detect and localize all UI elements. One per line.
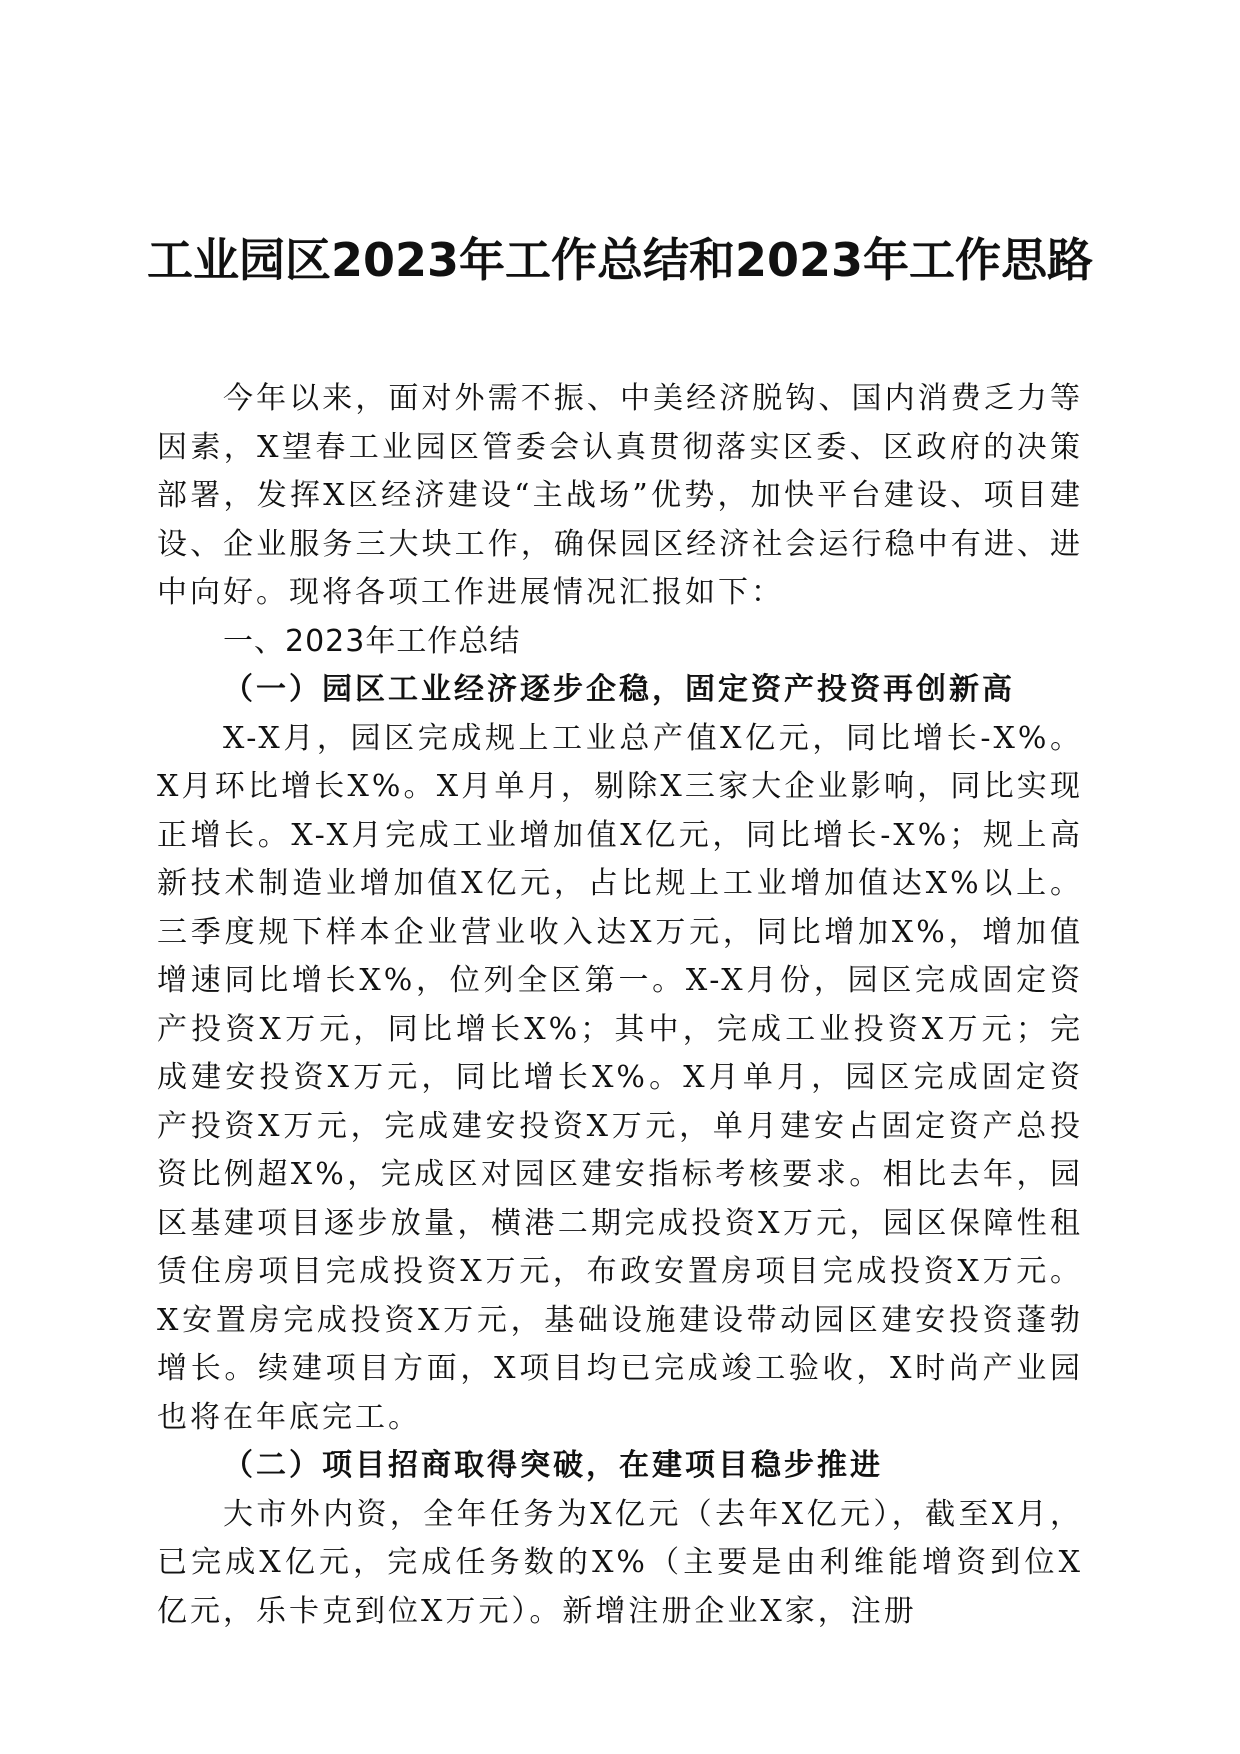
industry-paragraph: X-X月，园区完成规上工业总产值X亿元，同比增长-X%。X月环比增长X%。X月单月，剔除X三家大企业影响，同比实现正增长。X-X月完成工业增加值X亿元，同比增长-X%；规上高新技术制造业增加值X亿元，占比规上工业增加值达X%以上。三季度规下样本企业营业收入达X万元，同比增加X%，增加值增速同比增长X%，位列全区第一。X-X月份，园区完成固定资产投资X万元，同比增长X%；其中，完成工业投资X万元；完成建安投资X万元，同比增长X%。X月单月，园区完成固定资产投资X万元，完成建安投资X万元，单月建安占固定资产总投资比例超X%，完成区对园区建安指标考核要求。相比去年，园区基建项目逐步放量，横港二期完成投资X万元，园区保障性租赁住房项目完成投资X万元，布政安置房项目完成投资X万元。X安置房完成投资X万元，基础设施建设带动园区建安投资蓬勃增长。续建项目方面，X项目均已完成竣工验收，X时尚产业园也将在年底完工。 <box>157 720 1083 1435</box>
subsection-heading-industry: （一）园区工业经济逐步企稳，固定资产投资再创新高 <box>223 672 1015 707</box>
document-title: 工业园区2023年工作总结和2023年工作思路 <box>146 233 1094 287</box>
projects-paragraph: 大市外内资，全年任务为X亿元（去年X亿元），截至X月，已完成X亿元，完成任务数的X%（主要是由利维能增资到位X亿元，乐卡克到位X万元）。新增注册企业X家，注册 <box>157 1496 1083 1629</box>
section-heading-summary: 一、2023年工作总结 <box>223 623 521 659</box>
document-body <box>157 375 1083 1636</box>
intro-paragraph: 今年以来，面对外需不振、中美经济脱钩、国内消费乏力等因素，X望春工业园区管委会认真贯彻落实区委、区政府的决策部署，发挥X区经济建设“主战场”优势，加快平台建设、项目建设、企业服务三大块工作，确保园区经济社会运行稳中有进、进中向好。现将各项工作进展情况汇报如下： <box>157 381 1083 610</box>
subsection-heading-projects: （二）项目招商取得突破，在建项目稳步推进 <box>223 1448 883 1483</box>
